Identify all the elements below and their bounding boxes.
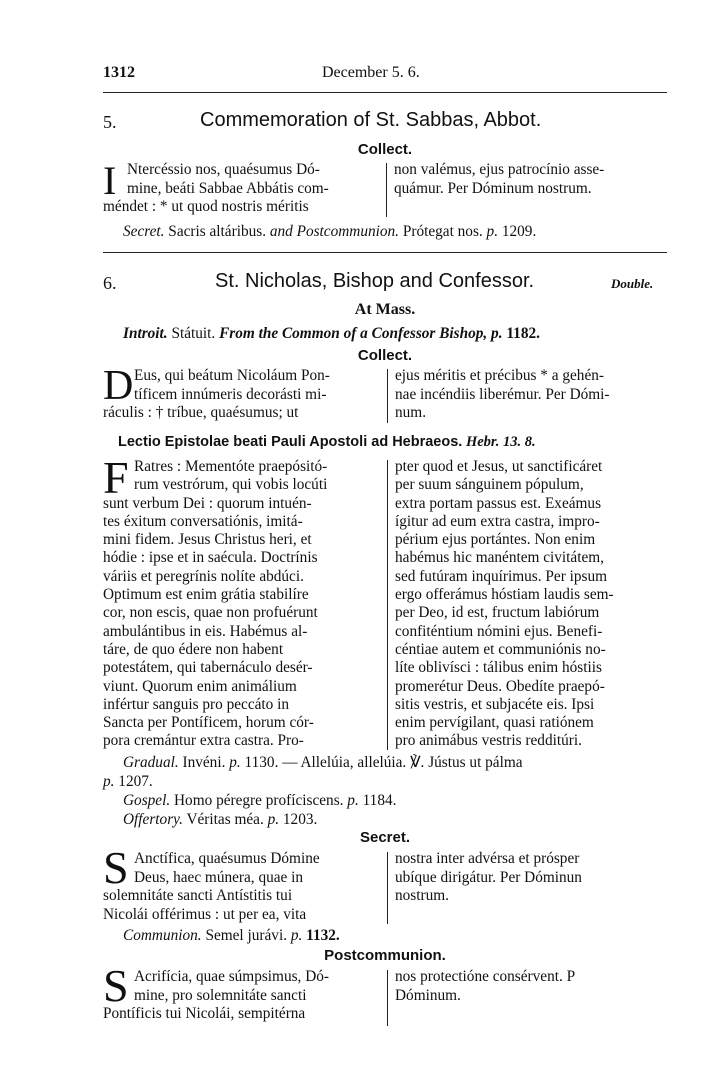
introit-from: From the Common of a Confessor Bishop, p. (219, 325, 503, 342)
postcommunion-left-column (103, 968, 384, 1024)
collect-left-column (103, 161, 383, 217)
drop-cap: F (103, 452, 129, 503)
section-rule (103, 252, 667, 253)
at-mass-heading: At Mass. (354, 301, 416, 318)
column-divider (387, 970, 388, 1026)
text-line: váriis et peregrínis nolíte abdúci. (103, 567, 304, 585)
text-line: hódie : ipse et in saécula. Doctrínis (103, 549, 318, 567)
communion-line (123, 926, 340, 945)
text-line: Deus, haec múnera, quae in (134, 868, 304, 886)
collect-heading: Collect. (357, 141, 413, 158)
lectio-heading-line (118, 433, 536, 452)
secret-postcommunion-line (123, 222, 536, 241)
lectio-right-column (395, 458, 667, 751)
text-line: ubíque dirigátur. Per Dóminun (395, 868, 582, 886)
page-ref: 1209. (498, 223, 537, 240)
text-line: périum ejus portántes. Non enim (395, 531, 596, 549)
gradual-line (123, 753, 667, 772)
postcommunion-label: and Postcommunion. (269, 223, 400, 240)
gradual-line-2 (103, 772, 153, 791)
text-line: sitis vestris, et subjacéte eis. Ipsi (395, 695, 595, 713)
secret-label: Secret. (123, 223, 165, 240)
text-line: céntiae autem et communiónis no- (395, 640, 606, 658)
page-ref-p: p. (486, 223, 499, 240)
text-line: Acrifícia, quae súmpsimus, Dó- (134, 968, 329, 985)
rank-label: Double. (611, 276, 654, 291)
text-line: ergo offerámus hóstiam laudis sem- (395, 586, 614, 604)
text-line: mine, pro solemnitáte sancti (134, 986, 307, 1004)
postcommunion-heading: Postcommunion. (324, 947, 446, 964)
section-6-title: St. Nicholas, Bishop and Confessor. (215, 270, 535, 292)
offertory-label: Offertory. (123, 811, 183, 828)
text-line: pter quod et Jesus, ut sanctificáret (395, 458, 603, 475)
text-line: cor, non escis, quae non profuérunt (103, 604, 318, 622)
lectio-left-column (103, 458, 384, 751)
text-line: táre, de quo édere non habent (103, 640, 284, 658)
gradual-p: p. (229, 754, 241, 771)
offertory-page: 1203. (279, 811, 318, 828)
text-line: per suum sánguinem pópulum, (395, 476, 584, 494)
text-line: nostrum. (395, 887, 449, 904)
offertory-text: Véritas méa. (182, 811, 268, 828)
text-line: viunt. Quorum enim animálium (103, 677, 297, 695)
text-line: líte oblivísci : tálibus enim hóstiis (395, 659, 602, 677)
drop-cap: I (103, 158, 117, 203)
text-line: Eus, qui beátum Nicoláum Pon- (134, 367, 330, 384)
offertory-p: p. (267, 811, 280, 828)
introit-text: Státuit. (167, 325, 220, 342)
secret-left-column (103, 850, 384, 924)
introit-page: 1182. (502, 325, 540, 342)
drop-cap: S (103, 842, 129, 893)
text-line: non valémus, ejus patrocínio asse- (394, 161, 605, 178)
text-line: Sancta per Pontíficem, horum cór- (103, 714, 314, 732)
text-line: per Deo, id est, fructum labiórum (395, 604, 600, 622)
text-line: tes éxitum conversatiónis, imitá- (103, 512, 303, 530)
postcommunion-text: Prótegat nos. (399, 223, 487, 240)
text-line: sed futúram inquírimus. Per ipsum (395, 567, 608, 585)
text-line: Optimum est enim grátia stabilíre (103, 586, 309, 604)
column-divider (387, 369, 388, 423)
secret-right-column (395, 850, 667, 906)
communion-label: Communion. (123, 927, 202, 944)
lectio-heading: Lectio Epistolae beati Pauli Apostoli ad Hebraeos. (118, 434, 463, 450)
collect-left-column (103, 367, 384, 423)
gradual-line2-p: p. (103, 773, 115, 790)
text-line: Dóminum. (395, 986, 461, 1004)
text-line: Ntercéssio nos, quaésumus Dó- (127, 161, 320, 178)
text-line: nae incéndiis liberémur. Per Dómi- (395, 385, 610, 403)
text-line: sunt verbum Dei : quorum intuén- (103, 494, 312, 512)
communion-page: 1132. (302, 927, 340, 944)
text-line: Pontíficis tui Nicolái, sempitérna (103, 1005, 306, 1022)
collect-heading: Collect. (357, 347, 413, 364)
introit-label: Introit. (123, 325, 168, 342)
page-number: 1312 (103, 64, 135, 81)
gospel-text: Homo péregre profíciscens. (170, 792, 348, 809)
column-divider (387, 852, 388, 924)
text-line: tíficem innúmeris decorásti mi- (134, 385, 327, 403)
drop-cap: D (103, 363, 134, 409)
text-line: mine, beáti Sabbae Abbátis com- (127, 179, 329, 197)
column-divider (386, 163, 387, 217)
text-line: Nicolái offérimus : ut per ea, vita (103, 905, 307, 923)
secret-text: Sacris altáribus. (164, 223, 270, 240)
section-6-number: 6. (103, 273, 117, 293)
gospel-line (123, 791, 396, 810)
text-line: Anctífica, quaésumus Dómine (134, 850, 320, 867)
text-line: habémus hic manéntem civitátem, (395, 549, 604, 567)
running-header-date: December 5. 6. (322, 64, 420, 81)
text-line: num. (395, 404, 427, 421)
text-line: solemnitáte sancti Antístitis tui (103, 887, 293, 904)
communion-p: p. (290, 927, 303, 944)
gradual-text: Invéni. (178, 754, 230, 771)
text-line: pro animábus vestris redditúri. (395, 732, 582, 750)
text-line: enim pervígilant, quasi ratiónem (395, 714, 594, 732)
text-line: potestátem, qui tabernáculo desér- (103, 659, 313, 677)
text-line: méndet : * ut quod nostris méritis (103, 198, 309, 215)
column-divider (387, 460, 388, 750)
collect-right-column (395, 367, 667, 423)
gradual-rest: 1130. — Allelúia, allelúia. ℣. Jústus ut pálma (240, 754, 523, 771)
section-5-title: Commemoration of St. Sabbas, Abbot. (200, 109, 542, 131)
text-line: ejus méritis et précibus * a gehén- (395, 367, 604, 384)
text-line: ráculis : † tríbue, quaésumus; ut (103, 404, 299, 421)
gospel-p: p. (347, 792, 359, 809)
postcommunion-right-column (395, 968, 667, 1005)
text-line: promerétur Deus. Obedíte praepó- (395, 677, 605, 695)
text-line: confiténtium nómini ejus. Benefi- (395, 622, 603, 640)
secret-heading: Secret. (359, 829, 411, 846)
gospel-page: 1184. (358, 792, 397, 809)
text-line: infértur sanguis pro peccáto in (103, 695, 290, 713)
section-5-number: 5. (103, 112, 117, 132)
communion-text: Semel jurávi. (201, 927, 291, 944)
introit-line (123, 324, 540, 343)
offertory-line (123, 810, 317, 829)
text-line: ígitur ad eum extra castra, impro- (395, 512, 600, 530)
collect-right-column (394, 161, 667, 198)
text-line: nos protectióne consérvent. P (395, 968, 576, 985)
drop-cap: S (103, 960, 129, 1011)
text-line: pora cremántur extra castra. Pro- (103, 732, 304, 750)
text-line: extra portam passus est. Exeámus (395, 494, 602, 512)
gospel-label: Gospel. (123, 792, 171, 809)
header-rule (103, 92, 667, 93)
text-line: Ratres : Mementóte praepósitó- (134, 458, 328, 475)
text-line: quámur. Per Dóminum nostrum. (394, 179, 592, 197)
text-line: rum vestrórum, qui vobis locúti (134, 476, 328, 494)
text-line: mini fidem. Jesus Christus heri, et (103, 531, 312, 549)
text-line: nostra inter advérsa et prósper (395, 850, 580, 867)
gradual-line2: 1207. (114, 773, 153, 790)
text-line: ambulántibus in eis. Habémus al- (103, 622, 308, 640)
lectio-reference: Hebr. 13. 8. (465, 434, 536, 450)
gradual-label: Gradual. (123, 754, 179, 771)
